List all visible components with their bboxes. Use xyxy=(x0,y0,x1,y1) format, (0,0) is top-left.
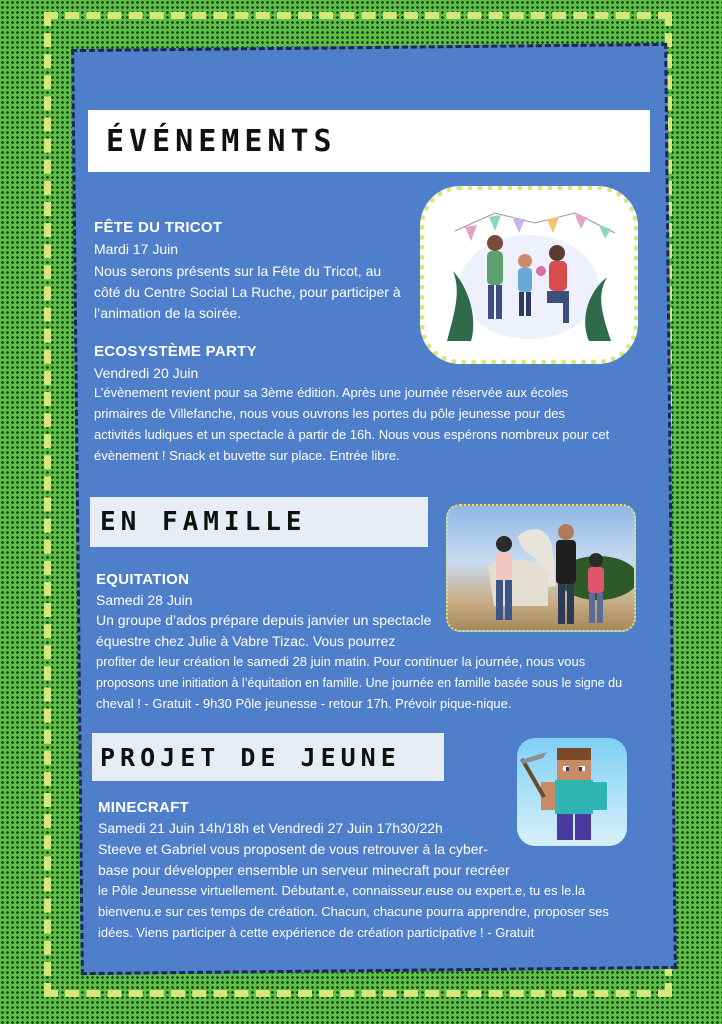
event-title-tricot: FÊTE DU TRICOT xyxy=(94,219,223,236)
family-illustration xyxy=(420,186,638,364)
event-text-minecraft-line-4: bienvenu.e sur ces temps de création. Chacun, chacune pourra apprendre, proposer ses xyxy=(98,904,609,919)
event-text-equitation-line-1: Un groupe d’ados prépare depuis janvier un spectacle xyxy=(96,612,432,628)
event-text-tricot-line-2: côté du Centre Social La Ruche, pour participer à xyxy=(94,284,401,300)
event-date-ecosysteme: Vendredi 20 Juin xyxy=(94,365,199,381)
event-text-tricot-line-1: Nous serons présents sur la Fête du Tricot, au xyxy=(94,263,382,279)
event-text-ecosysteme-line-1: L’évènement revient pour sa 3ème édition. Après une journée réservée aux écoles xyxy=(94,385,569,400)
section-title-evenements: ÉVÉNEMENTS xyxy=(106,123,337,159)
banner-evenements xyxy=(88,110,650,172)
event-title-minecraft: MINECRAFT xyxy=(98,799,190,816)
family-illustration-svg xyxy=(425,191,633,359)
banner-famille xyxy=(90,497,428,547)
horse-riding-photo-svg xyxy=(448,506,634,630)
event-text-equitation-line-4: proposons une initiation à l’équitation en famille. Une journée en famille basée sous le signe du xyxy=(96,676,623,690)
event-title-ecosysteme: ECOSYSTÈME PARTY xyxy=(94,343,257,360)
event-text-tricot-line-3: l’animation de la soirée. xyxy=(94,305,242,321)
section-title-famille: EN FAMILLE xyxy=(100,507,307,537)
event-text-minecraft-line-1: Steeve et Gabriel vous proposent de vous retrouver à la cyber- xyxy=(98,841,488,857)
event-date-equitation: Samedi 28 Juin xyxy=(96,592,193,608)
event-text-minecraft-line-2: base pour développer ensemble un serveur minecraft pour recréer xyxy=(98,862,510,878)
event-text-minecraft-line-5: idées. Viens participer à cette expérience de création participative ! - Gratuit xyxy=(98,925,535,940)
event-text-equitation-line-2: équestre chez Julie à Vabre Tizac. Vous pourrez xyxy=(96,633,396,649)
event-text-ecosysteme-line-3: activités ludiques et un spectacle à partir de 16h. Nous vous espérons nombreux pour cet xyxy=(94,427,610,442)
event-text-equitation-line-3: profiter de leur création le samedi 28 juin matin. Pour continuer la journée, nous vous xyxy=(96,654,586,669)
event-date-tricot: Mardi 17 Juin xyxy=(94,241,179,257)
banner-projet xyxy=(92,733,444,781)
horse-riding-photo xyxy=(446,504,636,632)
event-text-ecosysteme-line-4: évènement ! Snack et buvette sur place. Entrée libre. xyxy=(94,448,400,463)
minecraft-character-svg xyxy=(517,738,627,846)
event-text-equitation-line-5: cheval ! - Gratuit - 9h30 Pôle jeunesse - retour 17h. Prévoir pique-nique. xyxy=(96,696,512,711)
event-date-minecraft: Samedi 21 Juin 14h/18h et Vendredi 27 Juin 17h30/22h xyxy=(98,820,443,836)
event-text-ecosysteme-line-2: primaires de Villefanche, nous vous ouvrons les portes du pôle jeunesse pour des xyxy=(94,406,565,421)
event-text-minecraft-line-3: le Pôle Jeunesse virtuellement. Débutant.e, connaisseur.euse ou expert.e, tu es le.la xyxy=(98,883,586,898)
section-title-projet: PROJET DE JEUNE xyxy=(100,742,401,772)
minecraft-character-image xyxy=(517,738,627,846)
event-title-equitation: EQUITATION xyxy=(96,571,190,588)
